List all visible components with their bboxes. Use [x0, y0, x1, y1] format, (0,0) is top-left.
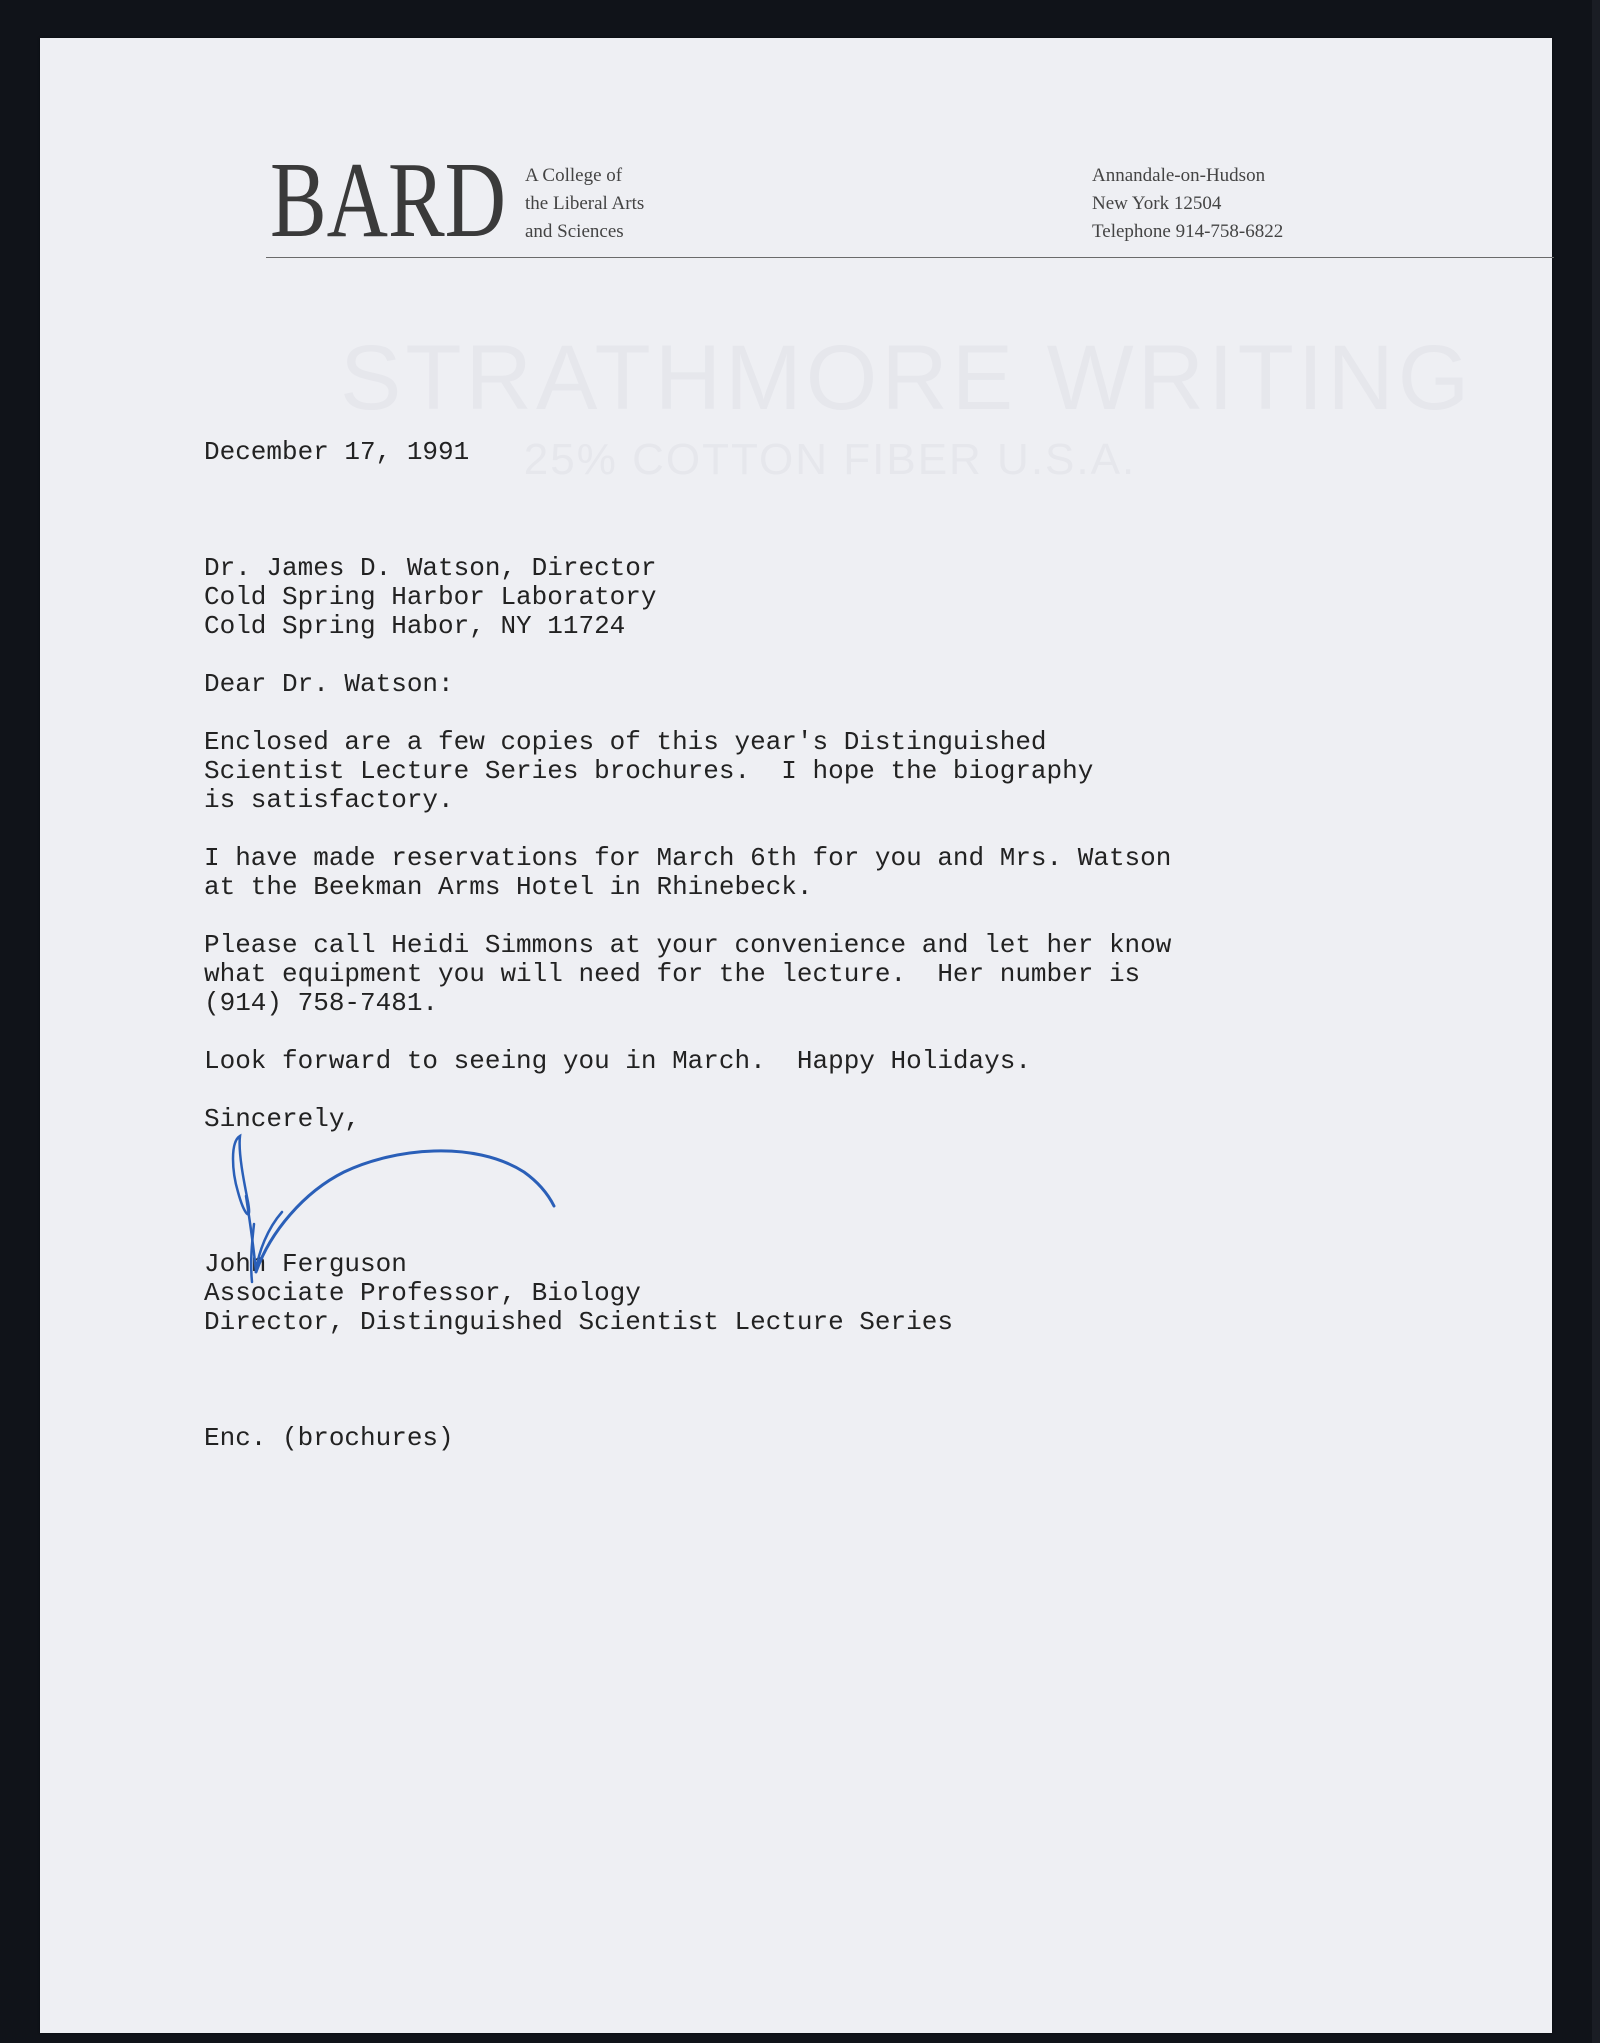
address-line: New York 12504 [1092, 193, 1222, 214]
address-line: Annandale-on-Hudson [1092, 165, 1266, 186]
paragraph-line: is satisfactory. [204, 785, 454, 815]
tagline-line: and Sciences [525, 221, 624, 242]
letterhead [226, 126, 1552, 260]
paragraph-line: Look forward to seeing you in March. Happy Holidays. [204, 1046, 1031, 1076]
paragraph-line: Scientist Lecture Series brochures. I hope the biography [204, 756, 1094, 786]
handwritten-signature [224, 1132, 584, 1312]
college-address [1092, 162, 1283, 246]
watermark-line: STRATHMORE WRITING [340, 327, 1474, 429]
signer-title: Associate Professor, Biology [204, 1278, 641, 1308]
recipient-line: Cold Spring Harbor Laboratory [204, 582, 657, 612]
enclosure-note: Enc. (brochures) [204, 1423, 454, 1453]
tagline-line: the Liberal Arts [525, 193, 645, 214]
signer-title: Director, Distinguished Scientist Lecture Series [204, 1307, 953, 1337]
recipient-line: Cold Spring Habor, NY 11724 [204, 611, 626, 641]
bard-logo [270, 144, 510, 248]
letter-date: December 17, 1991 [204, 437, 470, 467]
paragraph-line: Please call Heidi Simmons at your convenience and let her know [204, 930, 1172, 960]
paragraph-line: what equipment you will need for the lecture. Her number is [204, 959, 1141, 989]
bard-logo-text: BARD [270, 144, 506, 248]
college-tagline [525, 162, 644, 246]
paragraph-line: (914) 758-7481. [204, 988, 439, 1018]
paragraph-line: I have made reservations for March 6th for you and Mrs. Watson [204, 843, 1172, 873]
scan-edge [1592, 0, 1600, 2043]
address-line: Telephone 914-758-6822 [1092, 221, 1284, 242]
watermark-line: 25% COTTON FIBER U.S.A. [523, 435, 1137, 484]
tagline-line: A College of [525, 165, 623, 186]
paragraph-line: Enclosed are a few copies of this year's Distinguished [204, 727, 1047, 757]
salutation: Dear Dr. Watson: [204, 669, 454, 699]
letter-page [40, 38, 1552, 2033]
recipient-line: Dr. James D. Watson, Director [204, 553, 657, 583]
paragraph-line: at the Beekman Arms Hotel in Rhinebeck. [204, 872, 813, 902]
letterhead-rule [266, 257, 1554, 258]
closing: Sincerely, [204, 1104, 361, 1134]
signer-name: John Ferguson [204, 1249, 407, 1279]
